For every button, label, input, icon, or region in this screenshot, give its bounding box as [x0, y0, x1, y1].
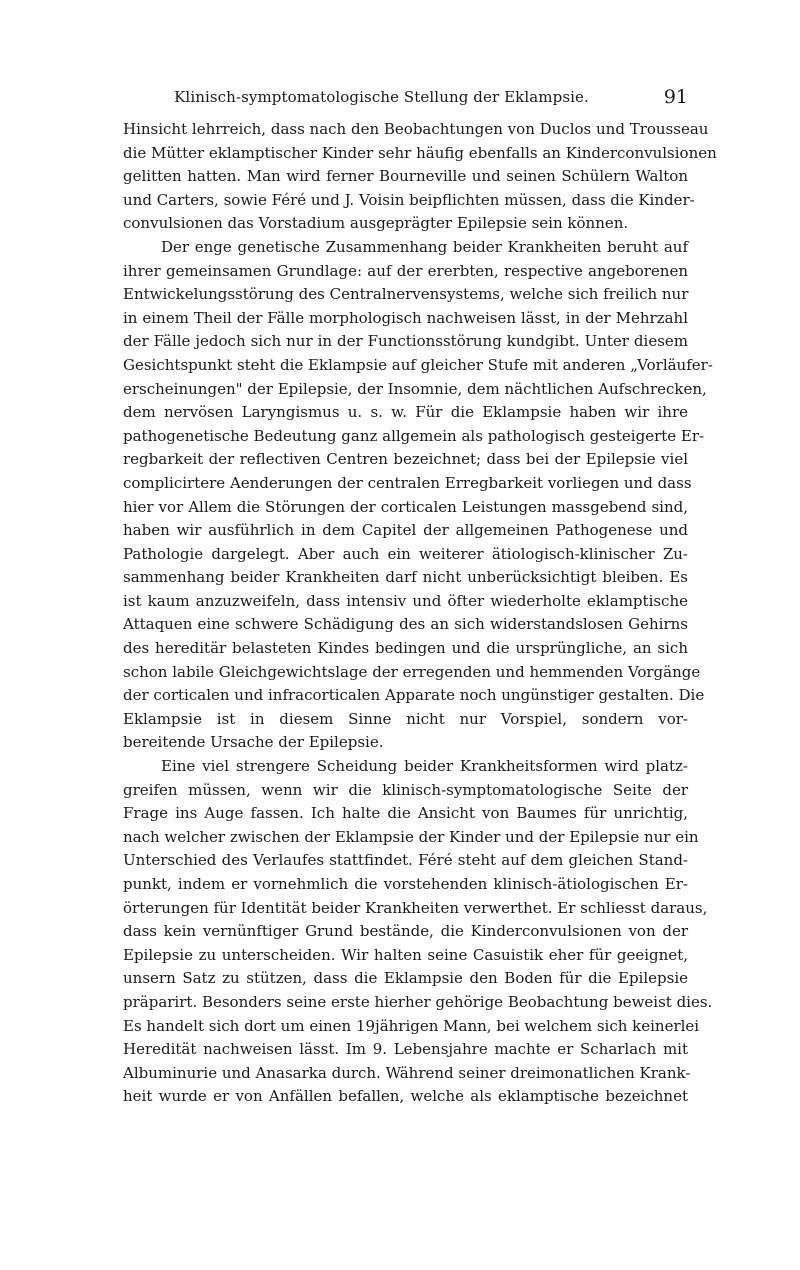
text-line: präparirt. Besonders seine erste hierher gehörige Beobachtung beweist dies. — [123, 992, 713, 1011]
text-line: hier vor Allem die Störungen der corticalen Leistungen massgebend sind, — [123, 497, 688, 516]
text-line: ihrer gemeinsamen Grundlage: auf der ererbten, respective angeborenen — [123, 261, 688, 280]
text-line: regbarkeit der reflectiven Centren bezeichnet; dass bei der Epilepsie viel — [123, 450, 688, 469]
running-head — [123, 88, 688, 116]
text-line: und Carters, sowie Féré und J. Voisin beipflichten müssen, dass die Kinder- — [123, 190, 695, 209]
text-line: Entwickelungsstörung des Centralnervensystems, welche sich freilich nur — [123, 285, 689, 304]
text-line: haben wir ausführlich in dem Capitel der allgemeinen Pathogenese und — [123, 521, 688, 540]
text-line: dass kein vernünftiger Grund bestände, die Kinderconvulsionen von der — [123, 922, 688, 941]
text-line: Hinsicht lehrreich, dass nach den Beobachtungen von Duclos und Trousseau — [123, 120, 709, 138]
text-line: erscheinungen" der Epilepsie, der Insomnie, dem nächtlichen Aufschrecken, — [123, 379, 707, 398]
text-line: Epilepsie zu unterscheiden. Wir halten seine Casuistik eher für geeignet, — [123, 945, 688, 964]
text-line: bereitende Ursache der Epilepsie. — [123, 733, 384, 752]
text-line: sammenhang beider Krankheiten darf nicht unberücksichtigt bleiben. Es — [123, 568, 688, 587]
page-number: 91 — [663, 86, 688, 108]
text-line: der Fälle jedoch sich nur in der Functionsstörung kundgibt. Unter diesem — [123, 332, 688, 351]
text-line: greifen müssen, wenn wir die klinisch-symptomatologische Seite der — [123, 780, 688, 799]
text-line: Gesichtspunkt steht die Eklampsie auf gleicher Stufe mit anderen „Vorläufer- — [123, 355, 713, 374]
text-line: Eklampsie ist in diesem Sinne nicht nur Vorspiel, sondern vor- — [123, 709, 688, 728]
text-line: ist kaum anzuzweifeln, dass intensiv und öfter wiederholte eklamptische — [123, 591, 688, 610]
text-line: Unterschied des Verlaufes stattfindet. Féré steht auf dem gleichen Stand- — [123, 851, 688, 870]
text-line: gelitten hatten. Man wird ferner Bourneville und seinen Schülern Walton — [123, 167, 688, 186]
text-line: in einem Theil der Fälle morphologisch nachweisen lässt, in der Mehrzahl — [123, 308, 688, 327]
text-line: des hereditär belasteten Kindes bedingen und die ursprüngliche, an sich — [123, 639, 688, 658]
text-line: örterungen für Identität beider Krankheiten verwerthet. Er schliesst daraus, — [123, 898, 708, 917]
text-line: Attaquen eine schwere Schädigung des an sich widerstandslosen Gehirns — [123, 615, 688, 634]
text-line: punkt, indem er vornehmlich die vorstehenden klinisch-ätiologischen Er- — [123, 875, 688, 893]
text-line: Der enge genetische Zusammenhang beider Krankheiten beruht auf — [161, 237, 688, 256]
text-line: Eine viel strengere Scheidung beider Krankheitsformen wird platz- — [161, 757, 688, 776]
text-line: convulsionen das Vorstadium ausgeprägter Epilepsie sein können. — [123, 214, 629, 233]
text-line: heit wurde er von Anfällen befallen, welche als eklamptische bezeichnet — [123, 1087, 688, 1106]
text-line: die Mütter eklamptischer Kinder sehr häufig ebenfalls an Kinderconvulsionen — [123, 143, 717, 162]
running-title: Klinisch-symptomatologische Stellung der Eklampsie. — [174, 88, 589, 106]
text-line: Es handelt sich dort um einen 19jährigen Mann, bei welchem sich keinerlei — [123, 1016, 700, 1035]
text-line: der corticalen und infracorticalen Apparate noch ungünstiger gestalten. Die — [123, 686, 705, 705]
text-line: dem nervösen Laryngismus u. s. w. Für die Eklampsie haben wir ihre — [123, 403, 688, 422]
text-line: unsern Satz zu stützen, dass die Eklampsie den Boden für die Epilepsie — [123, 969, 688, 988]
text-line: Albuminurie und Anasarka durch. Während seiner dreimonatlichen Krank- — [123, 1063, 691, 1082]
body-text — [123, 118, 717, 1109]
text-line: schon labile Gleichgewichtslage der erregenden und hemmenden Vorgänge — [123, 662, 701, 681]
text-line: Heredität nachweisen lässt. Im 9. Lebensjahre machte er Scharlach mit — [123, 1040, 688, 1059]
text-line: Pathologie dargelegt. Aber auch ein weiterer ätiologisch-klinischer Zu- — [123, 544, 688, 563]
text-line: nach welcher zwischen der Eklampsie der Kinder und der Epilepsie nur ein — [123, 827, 699, 846]
text-line: complicirtere Aenderungen der centralen Erregbarkeit vorliegen und dass — [123, 473, 692, 492]
text-line: Frage ins Auge fassen. Ich halte die Ansicht von Baumes für unrichtig, — [123, 804, 688, 823]
text-line: pathogenetische Bedeutung ganz allgemein als pathologisch gesteigerte Er- — [123, 426, 705, 445]
